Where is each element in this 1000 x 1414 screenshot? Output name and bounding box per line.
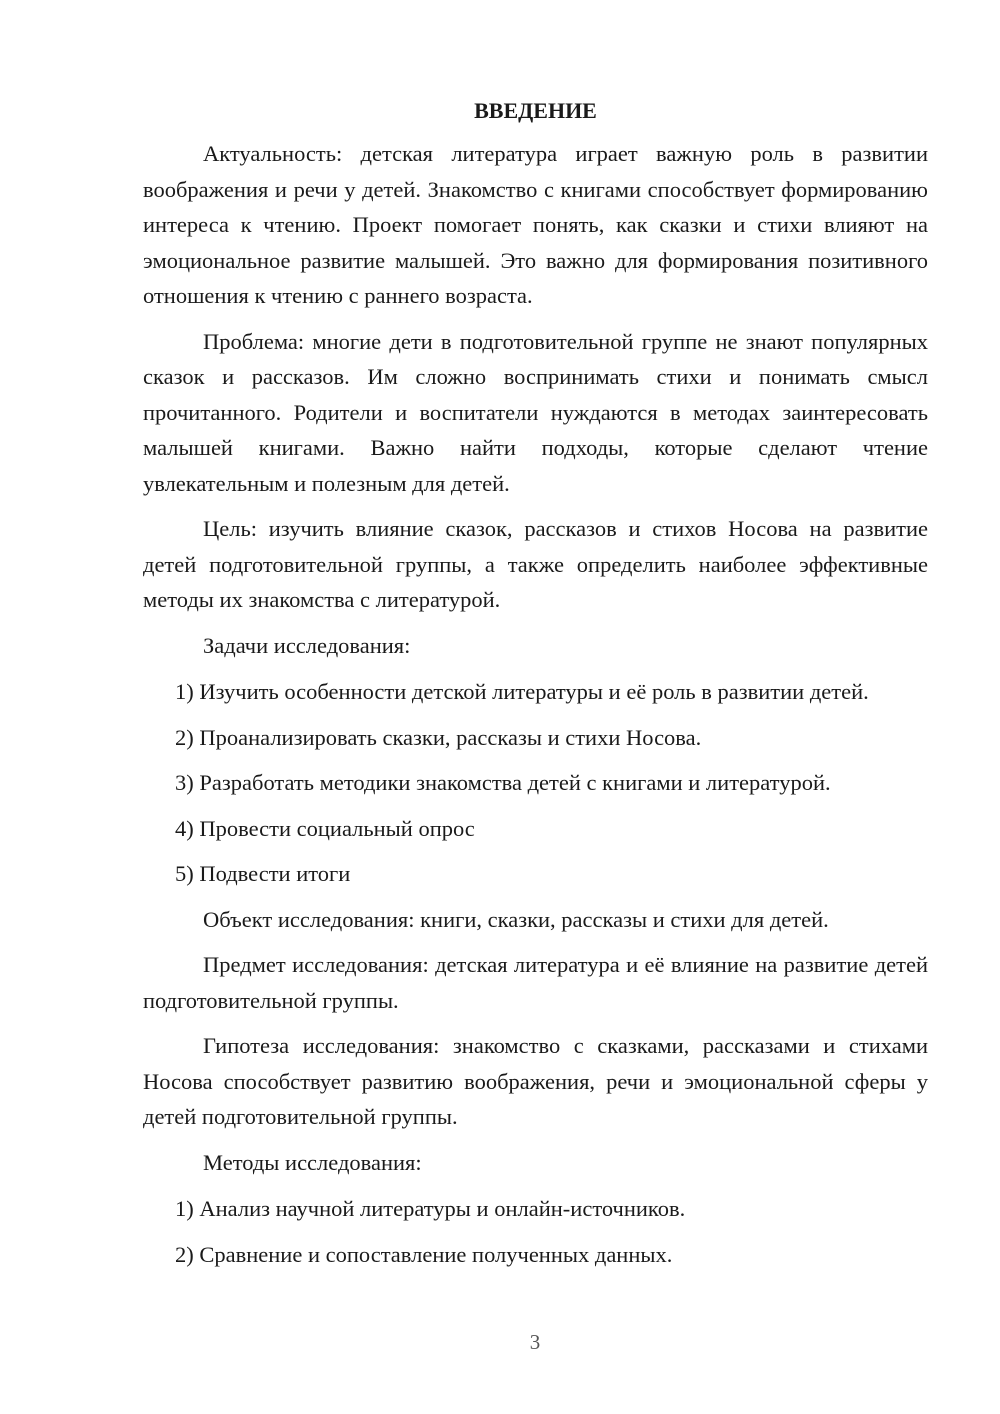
methods-label: Методы исследования: xyxy=(203,1149,422,1175)
method-item: 2) Сравнение и сопоставление полученных данных. xyxy=(175,1241,673,1267)
tasks-label: Задачи исследования: xyxy=(203,632,411,658)
hypothesis-paragraph: Гипотеза исследования: знакомство с сказками, рассказами и стихами Носова способствует развитию воображения, речи и эмоциональной сферы у детей подготовительной группы. xyxy=(143,1033,928,1129)
task-item: 3) Разработать методики знакомства детей с книгами и литературой. xyxy=(175,770,831,795)
task-item: 2) Проанализировать сказки, рассказы и стихи Носова. xyxy=(175,724,702,750)
task-item: 4) Провести социальный опрос xyxy=(175,815,475,841)
problem-paragraph: Проблема: многие дети в подготовительной группе не знают популярных сказок и рассказов. Им сложно воспринимать стихи и понимать смысл прочитанного. Родители и воспитатели нуждаются в методах заинтересовать малышей книгами. Важно найти подходы, которые сделают чтение увлекательным и полезным для детей. xyxy=(143,328,928,496)
goal-paragraph: Цель: изучить влияние сказок, рассказов и стихов Носова на развитие детей подготовительной группы, а также определить наиболее эффективные методы их знакомства с литературой. xyxy=(143,516,928,612)
task-item: 5) Подвести итоги xyxy=(175,861,351,886)
page-content xyxy=(143,96,928,1282)
page-heading: ВВЕДЕНИЕ xyxy=(474,98,597,123)
object-paragraph: Объект исследования: книги, сказки, рассказы и стихи для детей. xyxy=(203,906,829,932)
method-item: 1) Анализ научной литературы и онлайн-источников. xyxy=(175,1196,686,1221)
subject-paragraph: Предмет исследования: детская литература и её влияние на развитие детей подготовительной группы. xyxy=(143,952,928,1013)
task-item: 1) Изучить особенности детской литературы и её роль в развитии детей. xyxy=(175,679,869,704)
relevance-paragraph: Актуальность: детская литература играет важную роль в развитии воображения и речи у детей. Знакомство с книгами способствует формированию интереса к чтению. Проект помогает понять, как сказки и стихи влияют на эмоциональное развитие малышей. Это важно для формирования позитивного отношения к чтению с раннего возраста. xyxy=(143,141,928,308)
page-number: 3 xyxy=(529,1330,541,1354)
